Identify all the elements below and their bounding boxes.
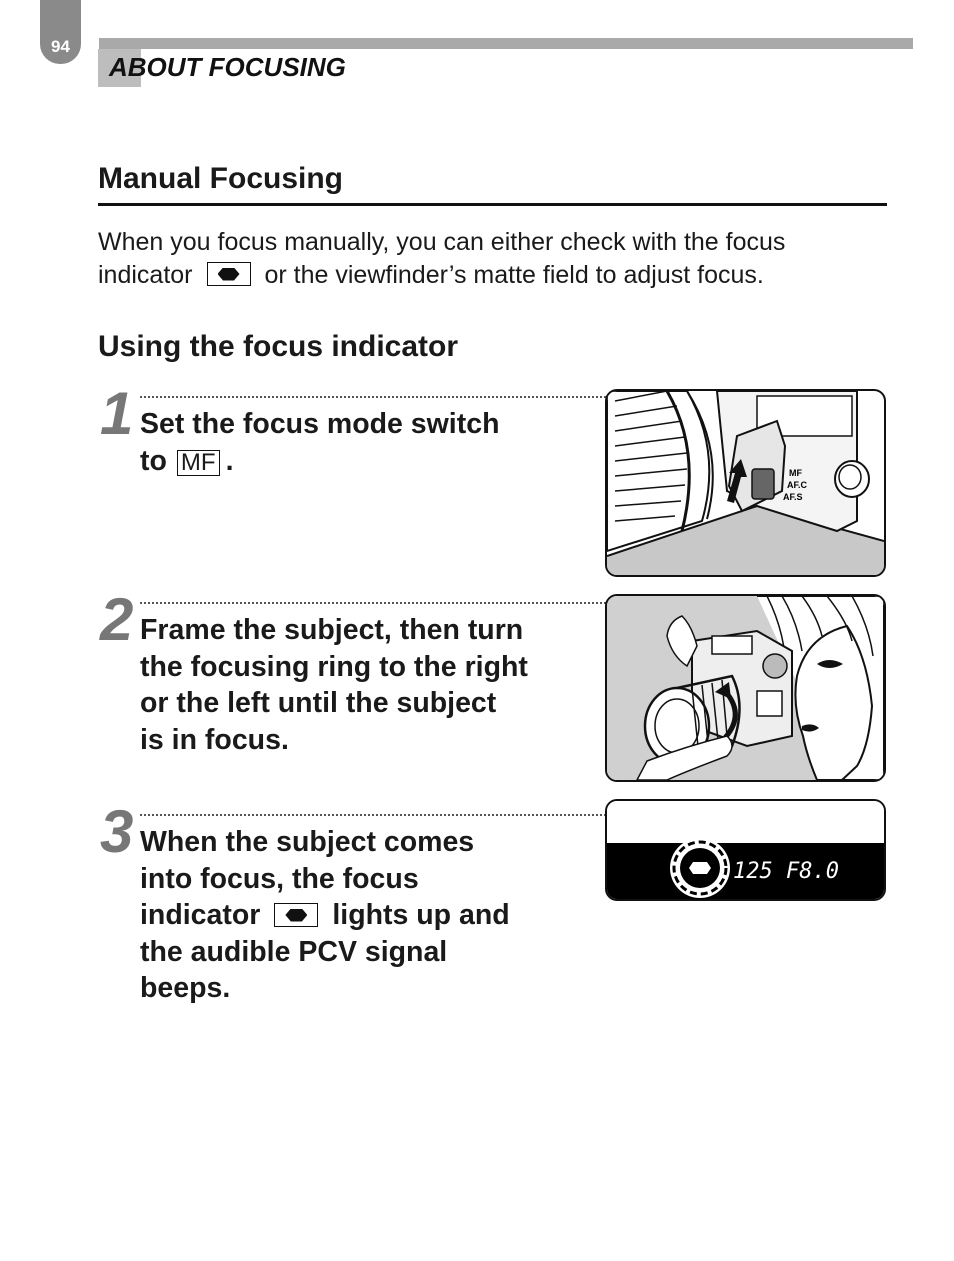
step-3-line3-post: lights up and xyxy=(332,899,510,931)
section-header-bar xyxy=(99,38,913,49)
step-3-line2: into focus, the focus xyxy=(140,862,419,895)
step-3-number: 3 xyxy=(100,798,134,865)
page-number: 94 xyxy=(51,37,70,56)
step-2-line4: is in focus. xyxy=(140,723,289,756)
step-2-text xyxy=(140,612,528,758)
step-2-line2: the focusing ring to the right xyxy=(140,650,528,683)
switch-label-afs: AF.S xyxy=(783,492,803,502)
step-1-line1: Set the focus mode switch xyxy=(140,408,500,440)
step-2-number: 2 xyxy=(100,586,134,653)
viewfinder-display-illustration xyxy=(605,799,886,901)
focus-switch-illustration xyxy=(605,389,886,577)
intro-paragraph xyxy=(98,226,878,292)
focus-indicator-lit-icon xyxy=(689,862,711,874)
subheading: Using the focus indicator xyxy=(98,330,459,363)
switch-label-mf: MF xyxy=(789,468,802,478)
section-title: ABOUT FOCUSING xyxy=(109,52,346,82)
step-1-text xyxy=(140,406,499,479)
step-1-line2-post: . xyxy=(225,444,234,477)
step-2-line1: Frame the subject, then turn xyxy=(140,614,524,646)
focusing-ring-illustration xyxy=(605,594,886,782)
step-3-line1: When the subject comes xyxy=(140,826,475,858)
title-rule xyxy=(98,203,887,206)
step-1-number: 1 xyxy=(100,380,134,447)
step-1-line2-pre: to xyxy=(140,444,167,477)
step-3-divider xyxy=(140,814,606,816)
step-2-line3: or the left until the subject xyxy=(140,687,497,719)
viewfinder-readout: 125 F8.0 xyxy=(733,859,839,884)
focus-indicator-icon xyxy=(274,903,318,927)
step-3-line3-pre: indicator xyxy=(140,899,261,931)
intro-text-1: When you focus manually, you can either check with the focus indicator xyxy=(98,228,786,289)
step-3-line4: the audible PCV signal xyxy=(140,935,448,968)
step-3-text xyxy=(140,824,510,1007)
step-3-line5: beeps. xyxy=(140,972,231,1004)
mf-badge: MF xyxy=(177,450,220,476)
page-number-tab xyxy=(40,0,81,64)
page-title: Manual Focusing xyxy=(98,162,344,195)
step-2-divider xyxy=(140,602,606,604)
switch-label-afc: AF.C xyxy=(787,480,807,490)
focus-indicator-icon xyxy=(207,262,251,286)
intro-text-2: or the viewfinder’s matte field to adjust focus. xyxy=(264,261,764,289)
step-1-divider xyxy=(140,396,606,398)
